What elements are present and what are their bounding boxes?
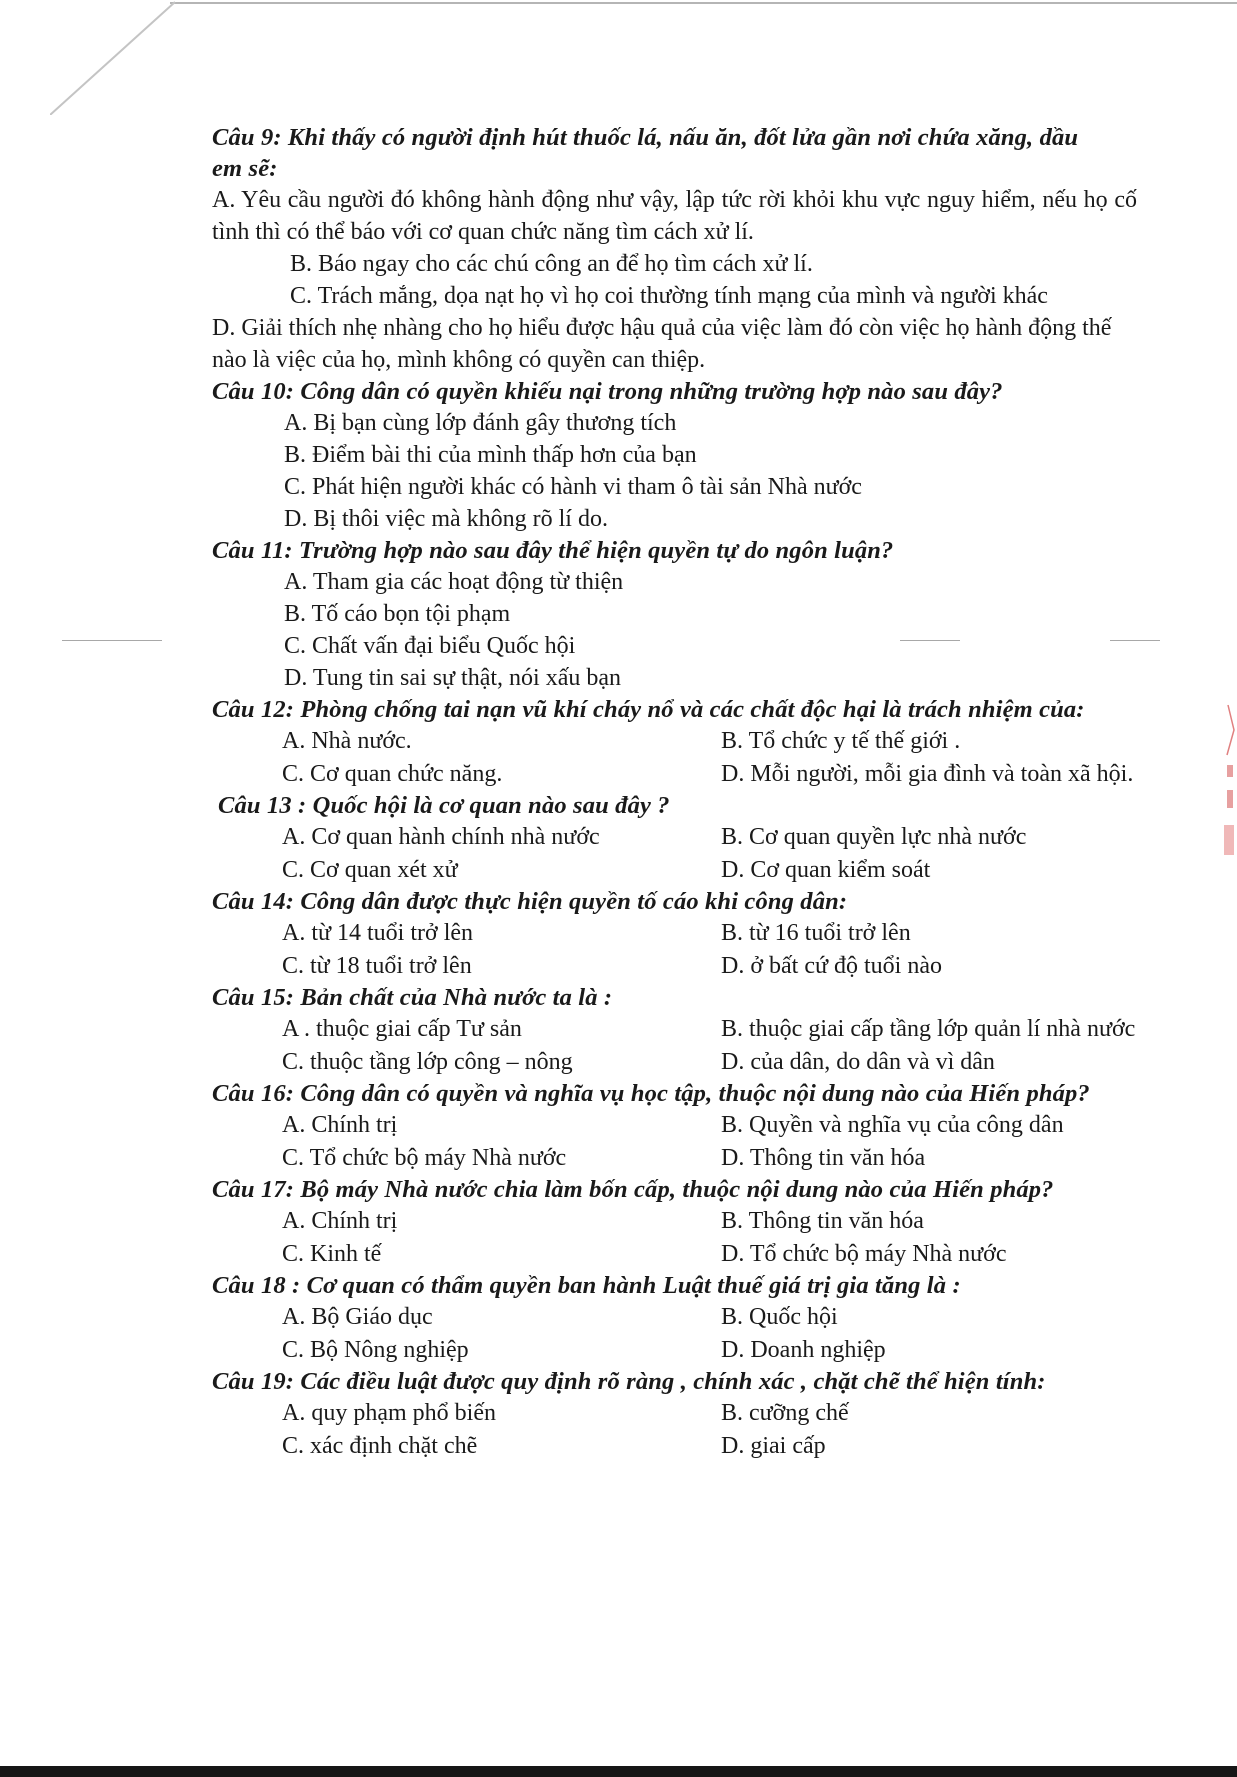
scan-bottom-edge (0, 1766, 1237, 1777)
question-11 (212, 535, 1212, 694)
option-c: C. Cơ quan chức năng. (282, 760, 503, 787)
question-12 (212, 694, 1212, 790)
option-a: A. Cơ quan hành chính nhà nước (282, 824, 600, 850)
option-b: B. Báo ngay cho các chú công an để họ tìm cách xử lí. (290, 251, 813, 277)
option-c: C. Tổ chức bộ máy Nhà nước (282, 1144, 567, 1171)
question-17 (212, 1174, 1212, 1270)
option-d: D. Tung tin sai sự thật, nói xấu bạn (284, 665, 622, 691)
option-b: B. từ 16 tuổi trở lên (721, 920, 911, 946)
question-stem: Câu 14: Công dân được thực hiện quyền tố cáo khi công dân: (212, 888, 848, 915)
options-row (212, 821, 1212, 854)
option-b: B. cưỡng chế (721, 1400, 849, 1426)
question-16 (212, 1078, 1212, 1174)
options-row (212, 1013, 1212, 1046)
option-d: D. giai cấp (721, 1432, 826, 1459)
option-c: C. từ 18 tuổi trở lên (282, 952, 472, 979)
question-stem: Câu 12: Phòng chống tai nạn vũ khí cháy nổ và các chất độc hại là trách nhiệm của: (212, 696, 1085, 723)
option-b: B. Điểm bài thi của mình thấp hơn của bạn (284, 442, 697, 468)
question-stem: Câu 17: Bộ máy Nhà nước chia làm bốn cấp, thuộc nội dung nào của Hiến pháp? (212, 1176, 1054, 1203)
option-d: D. Thông tin văn hóa (721, 1144, 926, 1171)
option-b: B. Tổ chức y tế thế giới . (721, 728, 961, 754)
option-a: A . thuộc giai cấp Tư sản (282, 1016, 522, 1042)
question-15 (212, 982, 1212, 1078)
option-c: C. Bộ Nông nghiệp (282, 1336, 469, 1363)
exam-page (212, 122, 1212, 1462)
options-row (212, 1301, 1212, 1334)
question-14 (212, 886, 1212, 982)
question-stem: Câu 11: Trường hợp nào sau đây thể hiện quyền tự do ngôn luận? (212, 537, 894, 564)
option-d: D. Cơ quan kiểm soát (721, 856, 931, 883)
option-a: A. quy phạm phổ biến (282, 1400, 496, 1426)
option-a: A. Bị bạn cùng lớp đánh gây thương tích (284, 410, 677, 436)
options-row (212, 1334, 1212, 1367)
option-a: A. Chính trị (282, 1208, 398, 1234)
option-d: D. Mỗi người, mỗi gia đình và toàn xã hội. (721, 760, 1134, 787)
question-stem: Câu 16: Công dân có quyền và nghĩa vụ học tập, thuộc nội dung nào của Hiến pháp? (212, 1080, 1090, 1107)
option-a: A. Chính trị (282, 1112, 398, 1138)
options-row (212, 1205, 1212, 1238)
option-d: D. Tổ chức bộ máy Nhà nước (721, 1240, 1007, 1267)
option-c: C. Chất vấn đại biểu Quốc hội (284, 633, 576, 659)
option-d: D. Doanh nghiệp (721, 1336, 886, 1363)
option-a: A. Bộ Giáo dục (282, 1304, 433, 1330)
question-stem: Câu 9: Khi thấy có người định hút thuốc lá, nấu ăn, đốt lửa gần nơi chứa xăng, dầu em sẽ: (212, 124, 1079, 182)
scan-mark-left (62, 640, 162, 641)
option-b: B. thuộc giai cấp tầng lớp quản lí nhà nước (721, 1016, 1136, 1042)
options-row (212, 854, 1212, 887)
option-c: C. thuộc tầng lớp công – nông (282, 1048, 573, 1075)
option-c: C. Phát hiện người khác có hành vi tham ô tài sản Nhà nước (284, 474, 862, 500)
option-b: B. Quyền và nghĩa vụ của công dân (721, 1112, 1064, 1138)
question-stem: Câu 19: Các điều luật được quy định rõ ràng , chính xác , chặt chẽ thể hiện tính: (212, 1368, 1046, 1395)
scan-top-edge (170, 2, 1237, 4)
option-d: D. ở bất cứ độ tuổi nào (721, 952, 942, 979)
options-row (212, 1046, 1212, 1079)
question-stem: Câu 15: Bản chất của Nhà nước ta là : (212, 984, 613, 1011)
options-row (212, 917, 1212, 950)
option-d: D. Giải thích nhẹ nhàng cho họ hiểu được hậu quả của việc làm đó còn việc họ hành động thế nào là việc của họ, mình không có quyền can thiệp. (212, 315, 1112, 373)
option-d: D. của dân, do dân và vì dân (721, 1048, 995, 1075)
question-9 (212, 122, 1212, 376)
options-row (212, 758, 1212, 791)
option-a: A. Nhà nước. (282, 728, 412, 754)
option-c: C. Cơ quan xét xử (282, 856, 458, 883)
options-row (212, 1109, 1212, 1142)
question-stem: Câu 18 : Cơ quan có thẩm quyền ban hành Luật thuế giá trị gia tăng là : (212, 1272, 961, 1299)
scan-folded-corner (50, 0, 180, 115)
option-c: C. Kinh tế (282, 1240, 382, 1267)
margin-stamp-marks (1218, 700, 1237, 870)
options-row (212, 950, 1212, 983)
option-b: B. Cơ quan quyền lực nhà nước (721, 824, 1027, 850)
option-a: A. Tham gia các hoạt động từ thiện (284, 569, 624, 595)
option-b: B. Tố cáo bọn tội phạm (284, 601, 511, 627)
options-row (212, 1430, 1212, 1463)
options-row (212, 725, 1212, 758)
question-stem: Câu 10: Công dân có quyền khiếu nại trong những trường hợp nào sau đây? (212, 378, 1003, 405)
question-stem: Câu 13 : Quốc hội là cơ quan nào sau đây ? (218, 792, 670, 819)
option-b: B. Thông tin văn hóa (721, 1208, 924, 1234)
question-13 (212, 790, 1212, 886)
option-a: A. từ 14 tuổi trở lên (282, 920, 474, 946)
option-c: C. Trách mắng, dọa nạt họ vì họ coi thường tính mạng của mình và người khác (290, 283, 1048, 309)
question-18 (212, 1270, 1212, 1366)
options-row (212, 1397, 1212, 1430)
options-row (212, 1142, 1212, 1175)
option-b: B. Quốc hội (721, 1304, 838, 1330)
options-row (212, 1238, 1212, 1271)
option-a: A. Yêu cầu người đó không hành động như vậy, lập tức rời khỏi khu vực nguy hiểm, nếu họ cố tình thì có thể báo với cơ quan chức năng tìm cách xử lí. (212, 187, 1137, 245)
question-10 (212, 376, 1212, 535)
option-d: D. Bị thôi việc mà không rõ lí do. (284, 506, 608, 532)
question-19 (212, 1366, 1212, 1462)
option-c: C. xác định chặt chẽ (282, 1432, 478, 1459)
